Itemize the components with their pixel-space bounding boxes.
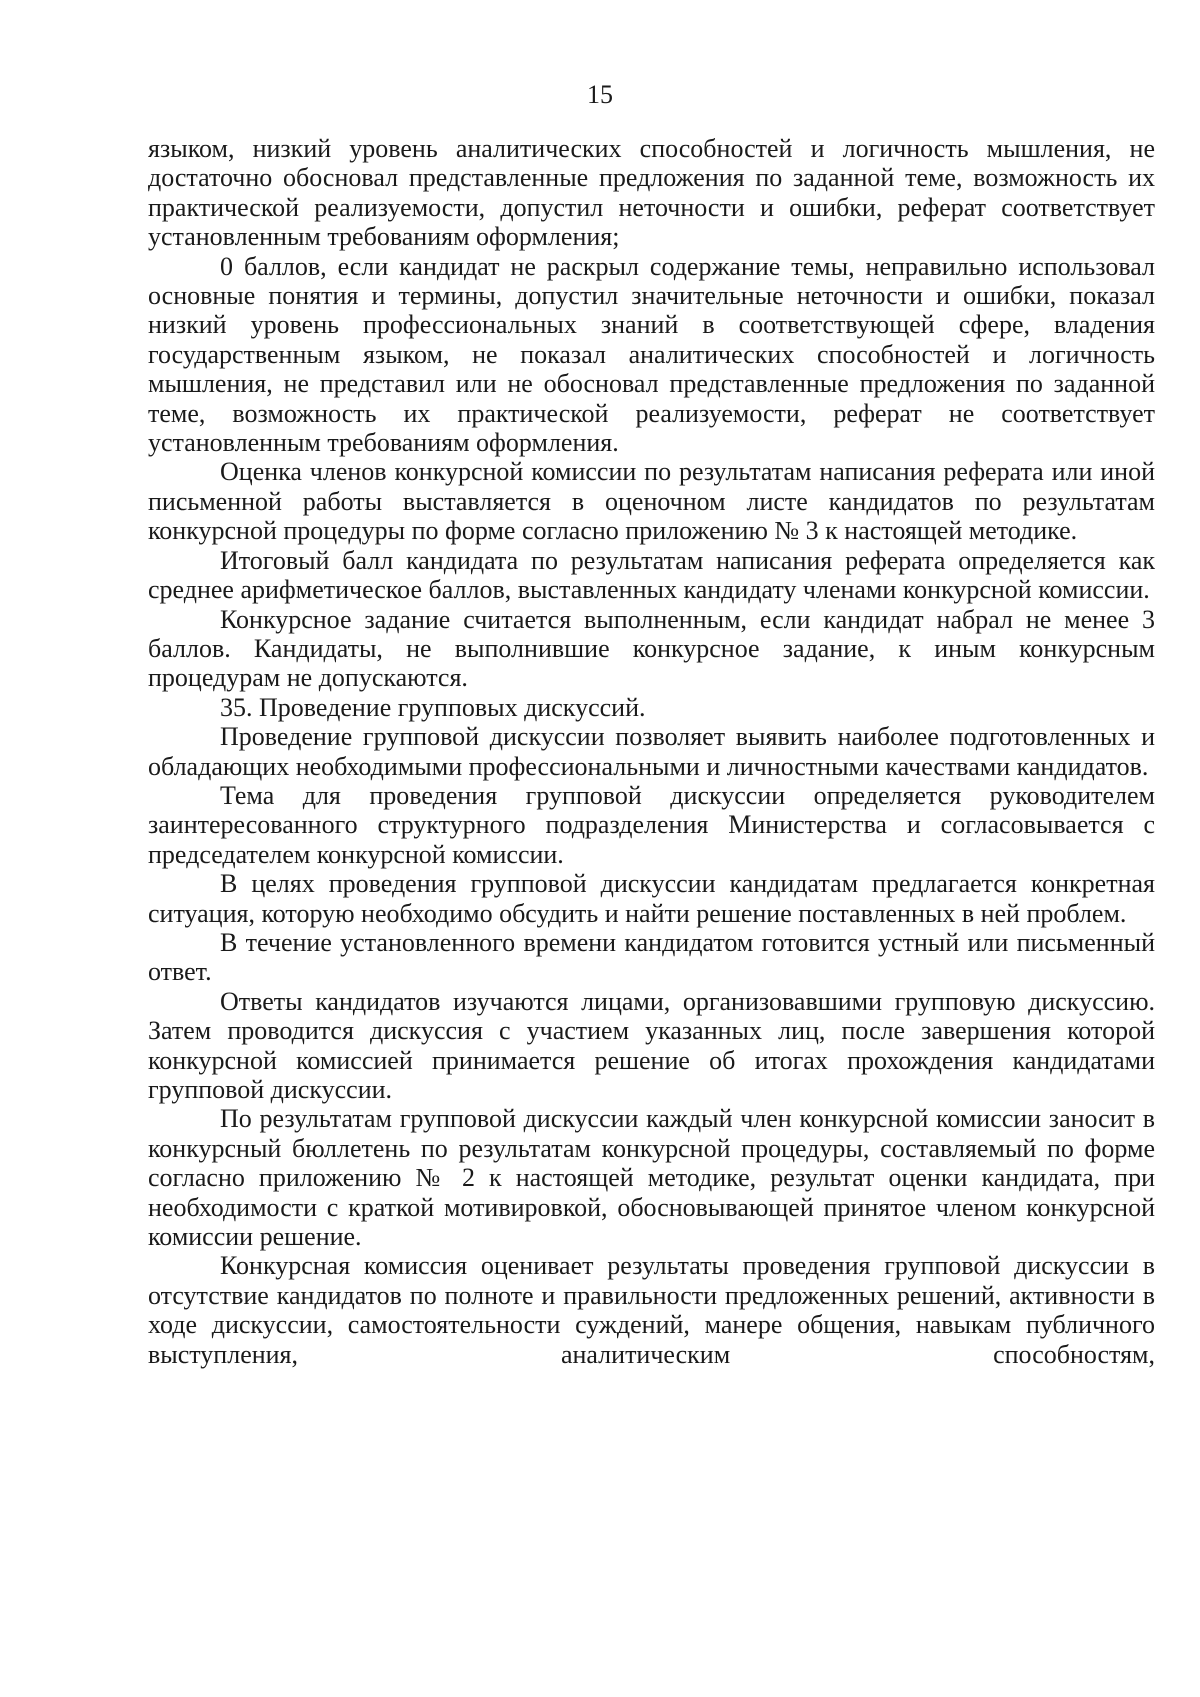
paragraph-answers-review: Ответы кандидатов изучаются лицами, организовавшими групповую дискуссию. Затем проводится дискуссия с участием указанных лиц, после завершения которой конкурсной комиссией принимается решение об итогах прохождения кандидатами групповой дискуссии.	[148, 986, 1155, 1104]
paragraph-continuation: языком, низкий уровень аналитических способностей и логичность мышления, не достаточно обосновал представленные предложения по заданной теме, возможность их практической реализуемости, допустил неточности и ошибки, реферат соответствует установленным требованиям оформления;	[148, 134, 1155, 252]
section-heading-group-discussions: 35. Проведение групповых дискуссий.	[220, 692, 646, 722]
document-body	[148, 134, 1155, 1369]
paragraph-commission-assessment: Конкурсная комиссия оценивает результаты проведения групповой дискуссии в отсутствие кандидатов по полноте и правильности предложенных решений, активности в ходе дискуссии, самостоятельности суждений, манере общения, навыкам публичного выступления, аналитическим способностям,	[148, 1251, 1155, 1369]
paragraph-answer-preparation: В течение установленного времени кандидатом готовится устный или письменный ответ.	[148, 927, 1155, 987]
paragraph-evaluation-sheet: Оценка членов конкурсной комиссии по результатам написания реферата или иной письменной работы выставляется в оценочном листе кандидатов по результатам конкурсной процедуры по форме согласно приложению № 3 к настоящей методике.	[148, 457, 1155, 546]
paragraph-discussion-topic: Тема для проведения групповой дискуссии определяется руководителем заинтересованного структурного подразделения Министерства и согласовывается с председателем конкурсной комиссии.	[148, 780, 1155, 869]
paragraph-final-score: Итоговый балл кандидата по результатам написания реферата определяется как среднее арифметическое баллов, выставленных кандидату членами конкурсной комиссии.	[148, 545, 1155, 605]
page-number: 15	[587, 80, 613, 109]
paragraph-discussion-situation: В целях проведения групповой дискуссии кандидатам предлагается конкретная ситуация, которую необходимо обсудить и найти решение поставленных в ней проблем.	[148, 869, 1155, 928]
paragraph-zero-points-criteria: 0 баллов, если кандидат не раскрыл содержание темы, неправильно использовал основные понятия и термины, допустил значительные неточности и ошибки, показал низкий уровень профессиональных знаний в соответствующей сфере, владения государственным языком, не показал аналитических способностей и логичность мышления, не представил или не обосновал представленные предложения по заданной теме, возможность их практической реализуемости, реферат не соответствует установленным требованиям оформления.	[148, 251, 1155, 458]
paragraph-discussion-purpose: Проведение групповой дискуссии позволяет выявить наиболее подготовленных и обладающих необходимыми профессиональными и личностными качествами кандидатов.	[148, 722, 1155, 781]
paragraph-task-completion: Конкурсное задание считается выполненным, если кандидат набрал не менее 3 баллов. Кандидаты, не выполнившие конкурсное задание, к иным конкурсным процедурам не допускаются.	[148, 604, 1155, 693]
paragraph-ballot: По результатам групповой дискуссии каждый член конкурсной комиссии заносит в конкурсный бюллетень по результатам конкурсной процедуры, составляемый по форме согласно приложению № 2 к настоящей методике, результат оценки кандидата, при необходимости с краткой мотивировкой, обосновывающей принятое членом конкурсной комиссии решение.	[148, 1104, 1155, 1252]
